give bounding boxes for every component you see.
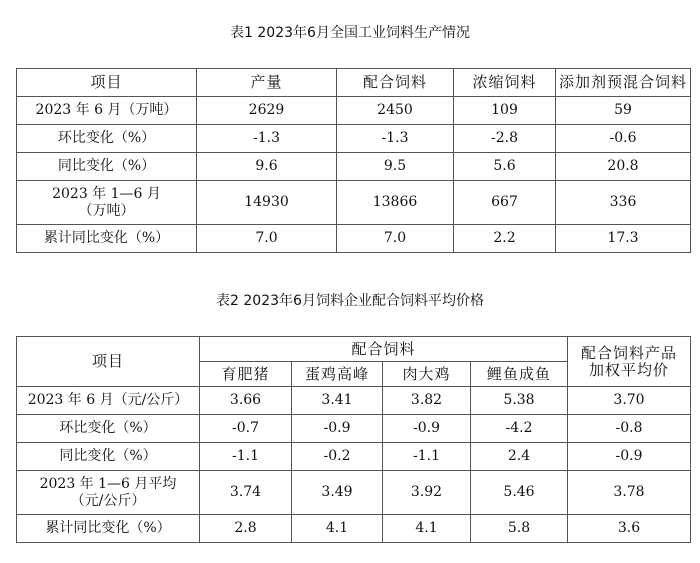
table-cell: -4.2	[471, 415, 568, 443]
table-cell: 5.38	[471, 387, 568, 415]
table-cell: 5.46	[471, 471, 568, 515]
table-cell: 3.66	[200, 387, 292, 415]
table-cell: 14930	[197, 181, 337, 225]
table2	[16, 336, 691, 543]
table-row	[17, 387, 691, 415]
table-cell: -0.6	[556, 125, 691, 153]
table-cell: 13866	[337, 181, 454, 225]
table-cell: 3.49	[292, 471, 383, 515]
table-cell: 9.6	[197, 153, 337, 181]
table-cell: 5.6	[454, 153, 556, 181]
table2-header-group: 配合饲料	[200, 337, 568, 362]
table-row	[17, 443, 691, 471]
table2-subheader-cell: 鲤鱼成鱼	[471, 362, 568, 387]
table2-subheader-cell: 肉大鸡	[383, 362, 471, 387]
table-cell: -2.8	[454, 125, 556, 153]
table-cell: -1.1	[383, 443, 471, 471]
table-cell: 17.3	[556, 225, 691, 253]
table2-subheader-cell: 育肥猪	[200, 362, 292, 387]
table-row	[17, 515, 691, 543]
table-row	[17, 125, 691, 153]
table-cell: 7.0	[197, 225, 337, 253]
table-cell: 336	[556, 181, 691, 225]
table-cell: 59	[556, 97, 691, 125]
table-cell: -0.9	[292, 415, 383, 443]
row-label: 2023 年 1—6 月 （万吨）	[17, 181, 197, 225]
table1-caption: 表1 2023年6月全国工业饲料生产情况	[230, 25, 470, 41]
table-cell: -0.8	[568, 415, 691, 443]
row-label: 同比变化（%）	[17, 153, 197, 181]
table-row	[17, 415, 691, 443]
table-cell: 3.74	[200, 471, 292, 515]
table1-header-cell: 产量	[197, 69, 337, 97]
row-label: 2023 年 6 月（元/公斤）	[17, 387, 200, 415]
table-cell: -0.9	[568, 443, 691, 471]
table-row	[17, 181, 691, 225]
table-cell: 3.82	[383, 387, 471, 415]
table2-caption: 表2 2023年6月饲料企业配合饲料平均价格	[216, 293, 484, 309]
table1-header-cell: 添加剂预混合饲料	[556, 69, 691, 97]
table2-header-item: 项目	[17, 337, 200, 387]
row-label: 环比变化（%）	[17, 125, 197, 153]
table2-subheader-cell: 蛋鸡高峰	[292, 362, 383, 387]
row-label: 累计同比变化（%）	[17, 515, 200, 543]
row-label: 2023 年 6 月（万吨）	[17, 97, 197, 125]
table2-header-weighted: 配合饲料产品 加权平均价	[568, 337, 691, 387]
table-cell: 3.70	[568, 387, 691, 415]
table-cell: 3.41	[292, 387, 383, 415]
table-cell: -1.3	[337, 125, 454, 153]
table-cell: 20.8	[556, 153, 691, 181]
table-cell: 2629	[197, 97, 337, 125]
table-cell: 9.5	[337, 153, 454, 181]
table1-header-cell: 浓缩饲料	[454, 69, 556, 97]
row-label: 累计同比变化（%）	[17, 225, 197, 253]
table-cell: -0.9	[383, 415, 471, 443]
table-cell: 7.0	[337, 225, 454, 253]
table-cell: -1.1	[200, 443, 292, 471]
table-cell: 2.4	[471, 443, 568, 471]
table-row	[17, 153, 691, 181]
table-row	[17, 225, 691, 253]
row-label: 2023 年 1—6 月平均 （元/公斤）	[17, 471, 200, 515]
table-cell: 4.1	[292, 515, 383, 543]
table1-header-cell: 配合饲料	[337, 69, 454, 97]
table-cell: 667	[454, 181, 556, 225]
table-row	[17, 471, 691, 515]
table1-header-row	[17, 69, 691, 97]
table-cell: 3.6	[568, 515, 691, 543]
table-cell: 2450	[337, 97, 454, 125]
table-cell: 4.1	[383, 515, 471, 543]
table-row	[17, 97, 691, 125]
table1-header-cell: 项目	[17, 69, 197, 97]
table-cell: 109	[454, 97, 556, 125]
row-label: 同比变化（%）	[17, 443, 200, 471]
table-cell: 3.78	[568, 471, 691, 515]
table1	[16, 68, 691, 253]
table-cell: 5.8	[471, 515, 568, 543]
table-cell: 2.2	[454, 225, 556, 253]
table-cell: -0.7	[200, 415, 292, 443]
table-cell: 3.92	[383, 471, 471, 515]
table-cell: 2.8	[200, 515, 292, 543]
row-label: 环比变化（%）	[17, 415, 200, 443]
table-cell: -0.2	[292, 443, 383, 471]
table-cell: -1.3	[197, 125, 337, 153]
